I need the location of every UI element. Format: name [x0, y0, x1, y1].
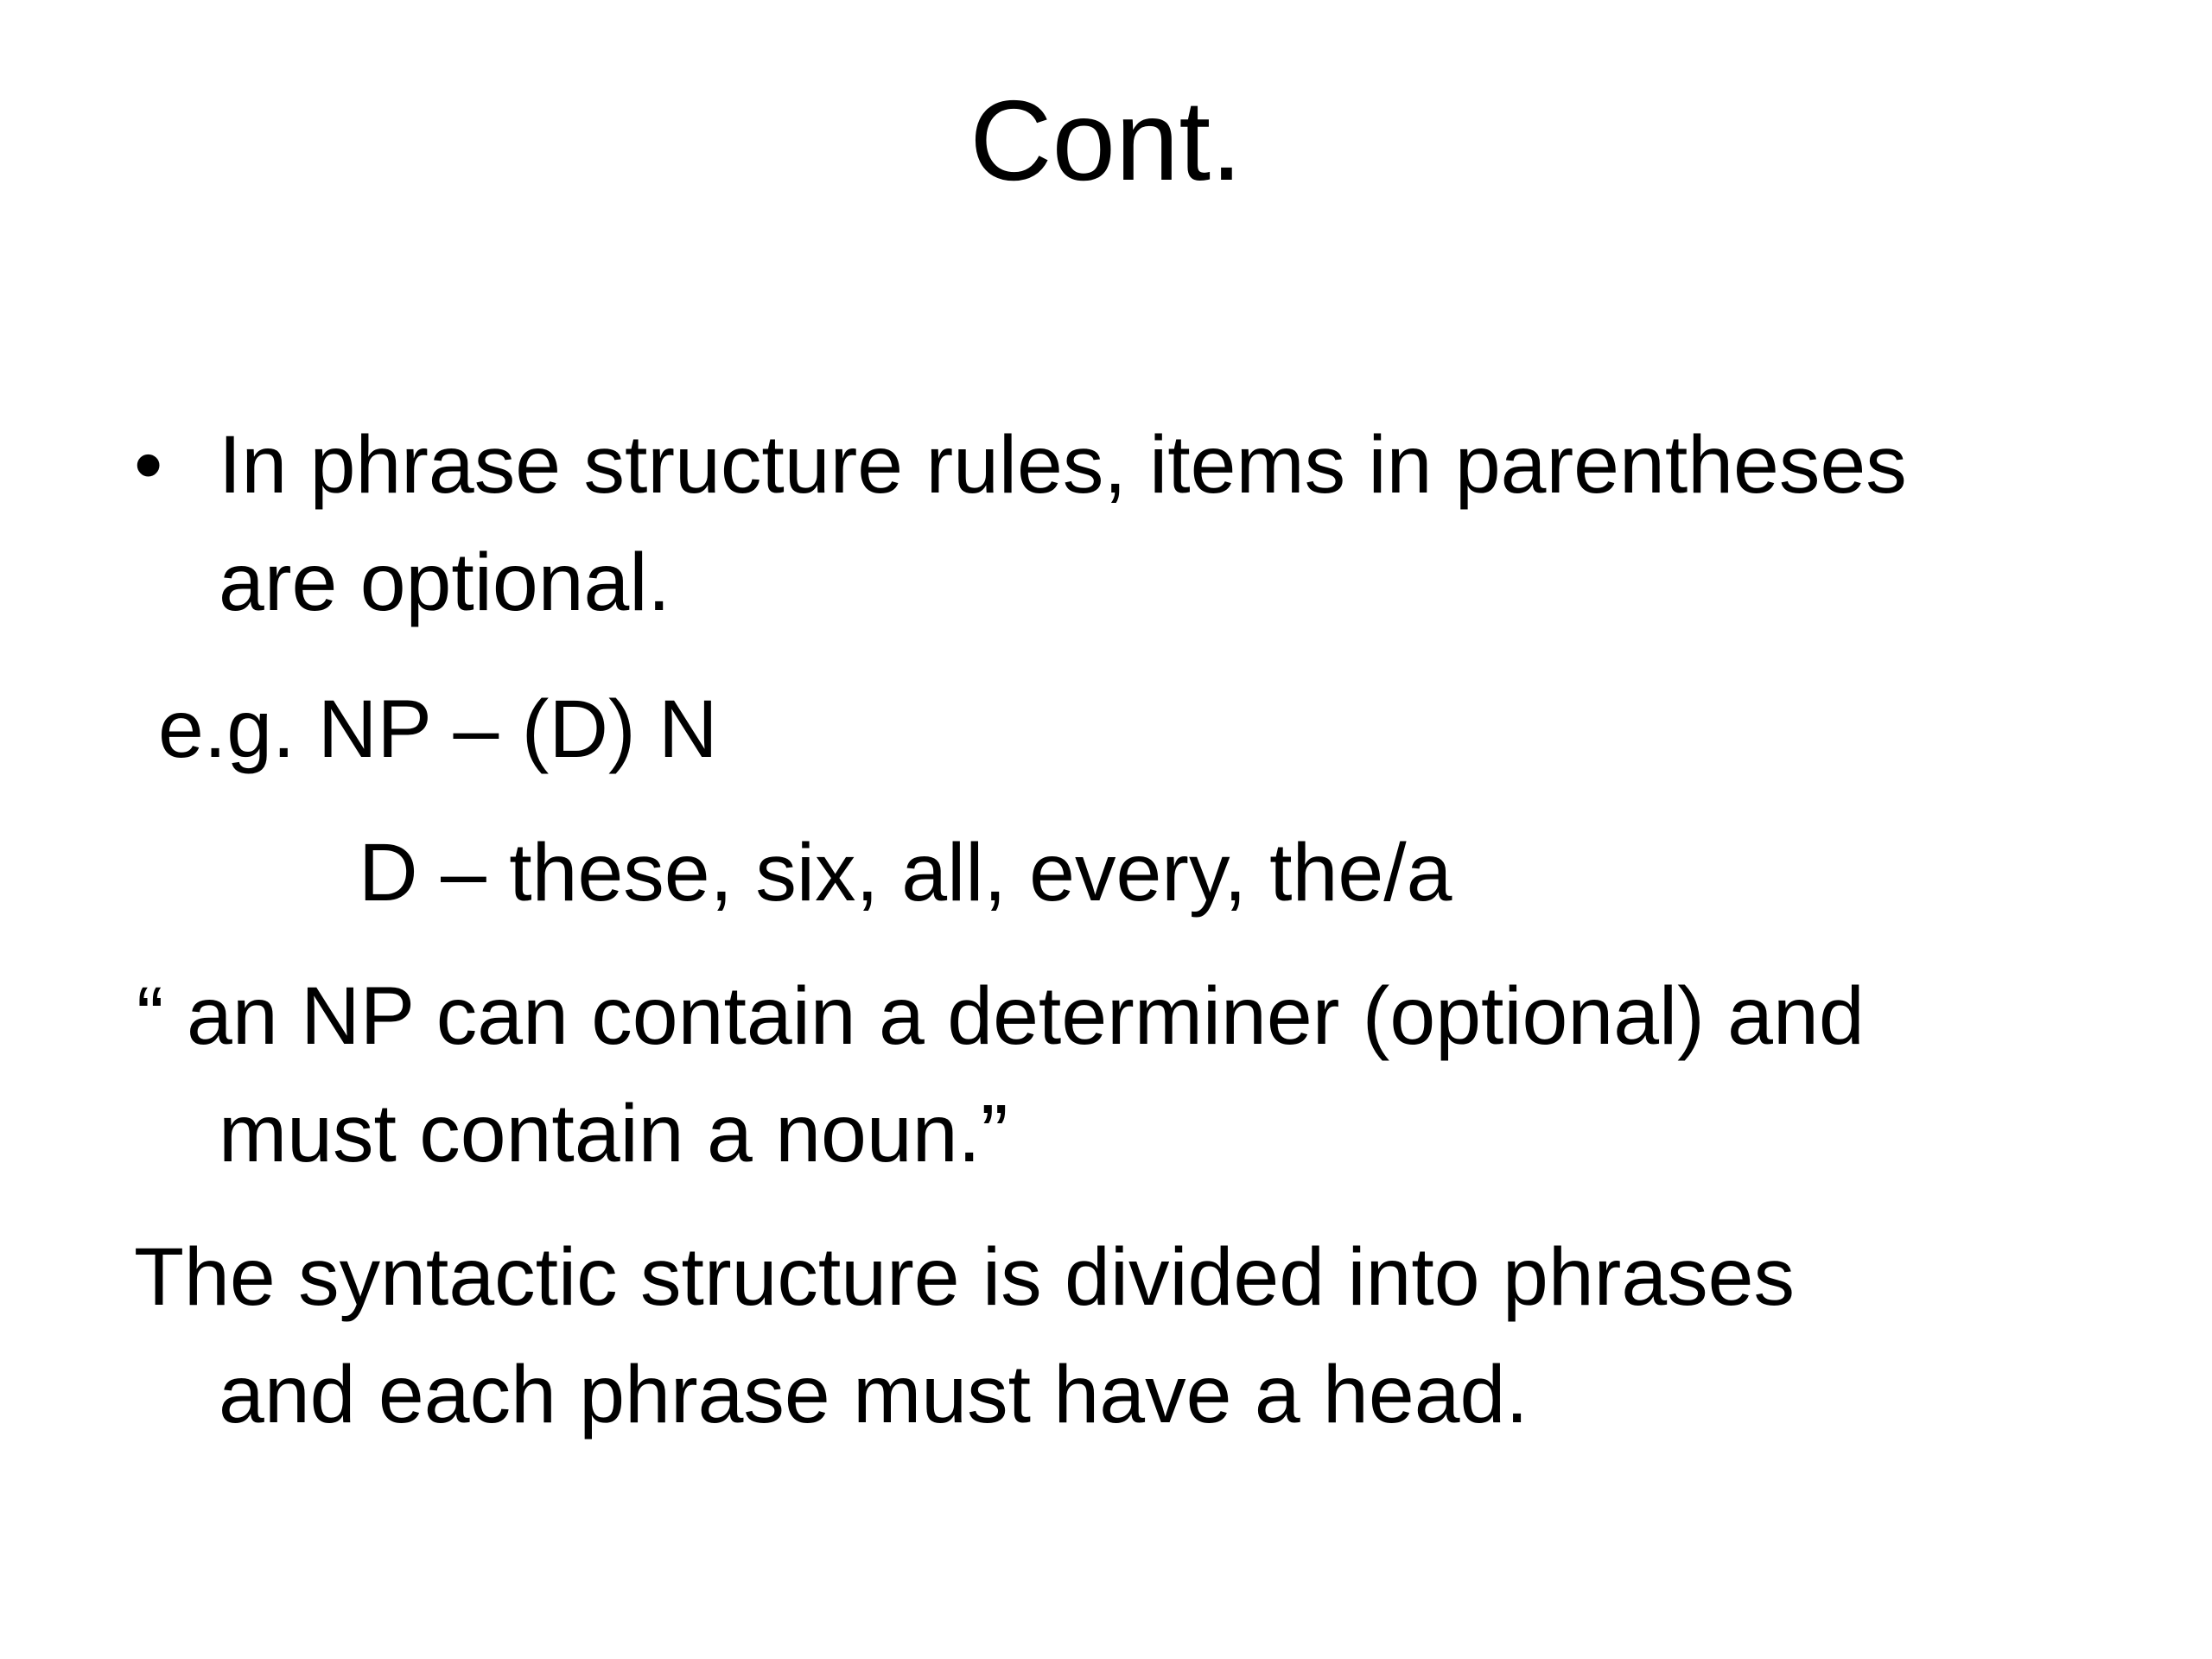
example-line: e.g. NP – (D) N [158, 683, 718, 775]
quote-line-2: must contain a noun.” [219, 1088, 1008, 1179]
syntax-line-2: and each phrase must have a head. [219, 1349, 1529, 1440]
quote-line-1: “ an NP can contain a determiner (optional) and [137, 970, 1865, 1062]
syntax-line-1: The syntactic structure is divided into phrases [134, 1231, 1795, 1323]
determiner-line: D – these, six, all, every, the/a [359, 827, 1452, 918]
bullet-icon: • [134, 419, 163, 511]
body-line-1: In phrase structure rules, items in parentheses [219, 419, 1907, 511]
slide-title: Cont. [969, 77, 1243, 204]
body-line-2: are optional. [219, 537, 671, 628]
